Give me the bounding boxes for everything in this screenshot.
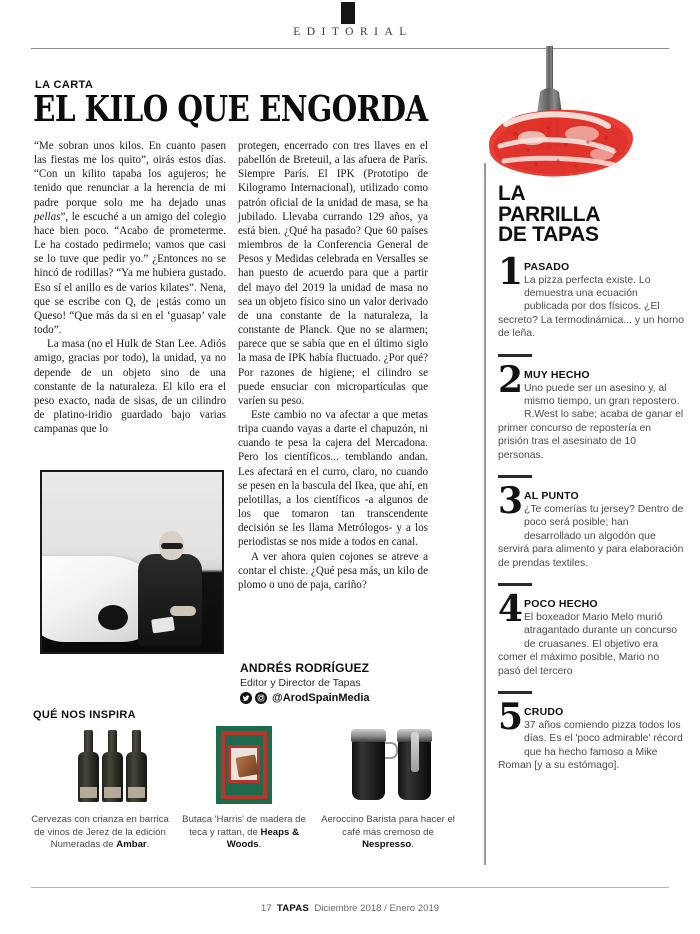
paragraph: Este cambio no va afectar a que metas tripa cuando vayas a darte el chapuzón, ni cuando te pesa la cajera del Mercadona. Pero los científicos... temblando andan. Les afectará en el curro, claro, no cuando se pesen en la bascula del Ikea, que ahí, en pelotillas, a los científicos -a algunos de los que tomaron tan transcendente decisión se les llama Metrólogos- y a los periodistas se nos mide a todos en canal.	[238, 408, 428, 549]
rail-items	[498, 250, 684, 773]
caption-a: Aeroccino Barista para hacer el café más cremoso de	[321, 814, 455, 838]
caption-a: Cervezas con crianza en barrica de vinos de Jerez de la edición Numeradas de	[31, 814, 169, 851]
harris-armchair-art	[172, 726, 316, 804]
list-item	[498, 696, 684, 773]
bottle-label	[128, 787, 145, 798]
caption-b: .	[411, 839, 414, 851]
caption-b: .	[146, 839, 150, 851]
rail-title-line-2: PARRILLA	[498, 202, 601, 226]
caption-brand: Heaps & Woods	[226, 826, 299, 851]
item-separator	[498, 691, 532, 694]
item-heading: PASADO	[524, 260, 570, 273]
inspira-title: QUÉ NOS INSPIRA	[33, 709, 136, 721]
magazine-name: TAPAS	[276, 903, 309, 914]
armchair-shape	[235, 754, 258, 777]
caption-brand: Nespresso	[362, 839, 412, 851]
rail-la-parrilla-de-tapas	[498, 184, 684, 786]
tapas-logo-mark	[341, 2, 355, 24]
aeroccino-unit-right	[398, 738, 431, 800]
author-signature	[240, 661, 430, 704]
inspira-caption	[319, 814, 457, 852]
steak-on-fork-illustration	[470, 46, 686, 196]
twitter-icon[interactable]	[240, 692, 252, 704]
footer-rule	[31, 887, 669, 888]
italic-word: pellas	[34, 210, 61, 223]
item-text-body: 37 años comiendo pizza todos los días. Es el 'poco admirable' récord que ha hecho famoso a Mike Roman [y a su estómago].	[498, 720, 683, 772]
body-column-2	[238, 139, 428, 592]
author-photo	[40, 470, 224, 654]
item-number: 5	[498, 696, 524, 739]
paragraph: La masa (no el Hulk de Stan Lee. Adiós amigo, gracias por todo), la unidad, ya no depende de un objeto sino de una constante de la naturaleza. El kilo era el peso exacto, nada de sisas, de un cilindro de platino-iridio guardado bajo varias campanas que lo	[34, 338, 226, 436]
item-text	[498, 274, 684, 341]
rail-divider	[484, 163, 486, 865]
list-item	[498, 250, 684, 341]
item-text	[498, 382, 684, 462]
item-number: 3	[498, 479, 524, 522]
aeroccino-handle	[385, 742, 398, 759]
aeroccino-spout	[411, 732, 419, 772]
item-heading: AL PUNTO	[524, 489, 579, 502]
rail-title-line-3: DE TAPAS	[498, 223, 599, 246]
item-number: 2	[498, 358, 524, 401]
bottle	[126, 730, 147, 802]
item-text-body: La pizza perfecta existe. Lo demuestra una ecuación publicada por dos físicos. ¿El secreto? La termodinámica... y un horno de leña.	[498, 274, 684, 340]
item-separator	[498, 475, 532, 478]
bottle-label	[104, 787, 121, 798]
three-beer-bottles-art	[28, 726, 172, 804]
seated-man-body	[138, 554, 202, 646]
inspira-caption	[31, 814, 169, 852]
inspira-caption	[175, 814, 313, 852]
item-text	[498, 611, 684, 678]
rail-title-line-1: LA	[498, 182, 526, 205]
inspira-row	[28, 726, 460, 852]
caption-brand: Ambar	[116, 839, 147, 851]
rail-title	[498, 184, 684, 246]
caption-b: .	[258, 839, 262, 851]
author-name: ANDRÉS RODRÍGUEZ	[240, 661, 370, 675]
section-label: EDITORIAL	[293, 26, 413, 38]
aeroccino-unit-left	[352, 738, 385, 800]
item-text-body: ¿Te comerías tu jersey? Dentro de poco será posible; han desarrollado un algodón que servirá para alimento y para elaboración de prendas textiles.	[498, 503, 684, 569]
aeroccino-art	[316, 726, 460, 804]
paragraph: protegen, encerrado con tres llaves en el pabellón de Breteuil, a las afuera de París. Siempre París. El IPK (Prototipo de Kilogramo Internacional), utilizado como patrón oficial de la unidad de masa, se ha jubilado. Llevaba currando 129 años, ya está bien. ¿Qué ha pasado? Que 60 países miembros de la Conferencia General de Pesos y Medidas celebrada en Versalles se han puesto de acuerdo para que a partir del mayo del 2019 la unidad de masa no sea un objeto físico sino un valor derivado de una constante de la naturaleza, la constante de Planck. Que no se alarmen; parece que se sabía que en el último siglo la masa de IPK había fluctuado. ¿Por qué? Por razones de higiene; el cilindro se puede ensuciar con micropartículas que varíen su peso.	[238, 140, 428, 407]
item-number: 1	[498, 250, 524, 293]
item-number: 4	[498, 588, 524, 630]
inspira-item-bottles	[28, 726, 172, 852]
chair-poster	[216, 726, 272, 804]
list-item	[498, 358, 684, 462]
bottle-label	[80, 787, 97, 798]
bottle	[78, 730, 99, 802]
item-text-body: El boxeador Mario Melo murió atragantado durante un concurso de cruasanes. El objetivo era comer el máximo posible, Mario no pasó del tercero	[498, 612, 678, 677]
paragraph: A ver ahora quien cojones se atreve a contar el chiste. ¿Qué pesa más, un kilo de plomo o uno de paja, cariño?	[238, 550, 428, 591]
inspira-item-chair	[172, 726, 316, 852]
issue-date: Diciembre 2018 / Enero 2019	[314, 903, 440, 914]
aeroccino-lid	[351, 729, 386, 742]
inspira-item-aeroccino	[316, 726, 460, 852]
chair-photo-inset	[228, 745, 260, 783]
page-title: EL KILO QUE ENGORDA	[33, 89, 428, 131]
paragraph-text: “Me sobran unos kilos. En cuanto pasen las fiestas me los quito”, oirás estos días. “Con un kilito tapaba los agujeros; he tenido que renunciar a la herencia de mi padre porque solo me ha dejado unas	[34, 140, 226, 209]
folio	[0, 903, 700, 914]
paragraph-text-cont: ”, le escuché a un amigo del colegio hace bien poco. “Acabo de prometerme. Le ha costado pedirmelo; vamos que casi se lo tuve que pedir yo.” ¿Entonces no se hincó de rodillas? “Ya me hubiera gustado. Eso sí el anillo es de varios kilates”. Nena, que se escribe con Q, de ¡estás como un Queso! “Que más da si en el ‘guasap’ vale todo”.	[34, 210, 226, 337]
social-links[interactable]	[240, 692, 430, 704]
body-column-1	[34, 139, 226, 436]
list-item	[498, 588, 684, 678]
paragraph	[34, 139, 226, 337]
eyeglasses	[161, 543, 183, 549]
chair-hole	[98, 605, 128, 630]
item-heading: MUY HECHO	[524, 368, 590, 381]
bottle	[102, 730, 123, 802]
article-kicker: LA CARTA	[35, 79, 94, 91]
instagram-icon[interactable]	[255, 692, 267, 704]
steak-fork-svg	[470, 46, 686, 196]
hands	[170, 606, 196, 616]
page-number: 17	[260, 903, 272, 914]
item-text	[498, 719, 684, 773]
author-role: Editor y Director de Tapas	[240, 677, 361, 689]
social-handle[interactable]: @ArodSpainMedia	[272, 692, 370, 704]
item-text	[498, 503, 684, 570]
item-separator	[498, 583, 532, 586]
item-separator	[498, 354, 532, 357]
caption-a: Butaca 'Harris' de madera de teca y rattan, de	[182, 814, 306, 838]
item-heading: CRUDO	[524, 706, 564, 719]
item-heading: POCO HECHO	[524, 598, 598, 610]
list-item	[498, 479, 684, 570]
item-text-body: Uno puede ser un asesino y, al mismo tiempo, un gran repostero. R.West lo sabe; acaba de ganar el primer concurso de repostería en prisión tras el asesinato de 10 personas.	[498, 382, 684, 461]
